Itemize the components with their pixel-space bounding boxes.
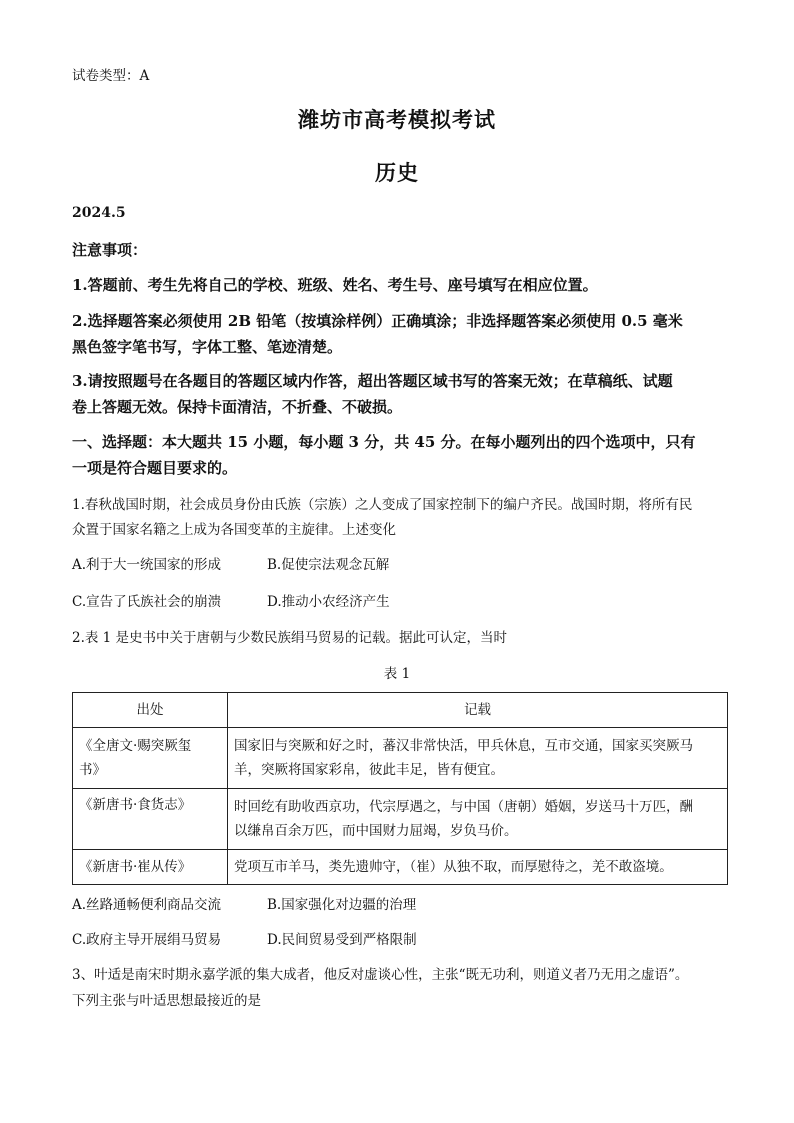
section-1-line-2: 一项是符合题目要求的。 [72, 459, 238, 477]
table-caption: 表 1 [383, 666, 411, 682]
question-3-stem-line-1: 3、叶适是南宋时期永嘉学派的集大成者，他反对虚谈心性，主张“既无功利，则道义者乃无用之虚语”。 [72, 967, 689, 983]
subject-title: 历史 [375, 160, 419, 185]
table-header-source: 出处 [73, 693, 228, 728]
table-row [73, 728, 728, 789]
exam-title: 潍坊市高考模拟考试 [298, 107, 496, 132]
table-cell-source-line: 书》 [79, 762, 106, 778]
question-1-option-c: C.宣告了氏族社会的崩溃 [72, 594, 222, 610]
question-1-stem-line-1: 1.春秋战国时期，社会成员身份由氏族（宗族）之人变成了国家控制下的编户齐民。战国时期，将所有民 [72, 497, 693, 513]
question-1-option-b: B.促使宗法观念瓦解 [267, 557, 390, 573]
table-cell-record-line: 时回纥有助收西京功，代宗厚遇之，与中国（唐朝）婚姻，岁送马十万匹，酬 [234, 799, 693, 815]
trade-records-table [72, 692, 728, 885]
notice-item-1: 1.答题前、考生先将自己的学校、班级、姓名、考生号、座号填写在相应位置。 [72, 276, 598, 294]
table-row [73, 850, 728, 885]
question-2-stem: 2.表 1 是史书中关于唐朝与少数民族绢马贸易的记载。据此可认定，当时 [72, 630, 508, 646]
question-1-option-a: A.利于大一统国家的形成 [72, 557, 222, 573]
table-cell-record-line: 以缣帛百余万匹，而中国财力屈竭，岁负马价。 [234, 823, 518, 839]
table-cell-record-line: 国家旧与突厥和好之时，蕃汉非常快活，甲兵休息，互市交通，国家买突厥马 [234, 738, 693, 754]
question-2-option-d: D.民间贸易受到严格限制 [267, 932, 417, 948]
table-cell-source [73, 728, 228, 789]
notice-item-2-line-1: 2.选择题答案必须使用 2B 铅笔（按填涂样例）正确填涂；非选择题答案必须使用 0.5 毫米 [72, 312, 683, 330]
table-header-row [73, 693, 728, 728]
table-cell-source-line: 《全唐文·赐突厥玺 [79, 738, 192, 754]
table-header-record: 记载 [228, 693, 728, 728]
question-2-option-c: C.政府主导开展绢马贸易 [72, 932, 222, 948]
table-cell-source-line: 《新唐书·食货志》 [79, 797, 192, 813]
table-cell-record [228, 850, 728, 885]
table-cell-source-line: 《新唐书·崔从传》 [79, 859, 192, 875]
table-cell-source [73, 789, 228, 850]
notice-item-3-line-1: 3.请按照题号在各题目的答题区域内作答，超出答题区域书写的答案无效；在草稿纸、试题 [72, 372, 673, 390]
table-cell-record [228, 728, 728, 789]
notice-item-2-line-2: 黑色签字笔书写，字体工整、笔迹清楚。 [72, 338, 343, 356]
question-3-stem-line-2: 下列主张与叶适思想最接近的是 [72, 993, 261, 1009]
notice-item-3-line-2: 卷上答题无效。保持卡面清洁，不折叠、不破损。 [72, 398, 403, 416]
table-cell-record [228, 789, 728, 850]
section-1-line-1: 一、选择题：本大题共 15 小题，每小题 3 分，共 45 分。在每小题列出的四个选项中，只有 [72, 433, 696, 451]
question-2-option-a: A.丝路通畅便利商品交流 [72, 897, 222, 913]
paper-type: 试卷类型：A [72, 68, 150, 84]
question-2-option-b: B.国家强化对边疆的治理 [267, 897, 417, 913]
table-cell-record-line: 党项互市羊马，类先遗帅守，（崔）从独不取，而厚慰待之，羌不敢盗境。 [234, 859, 673, 875]
question-1-stem-line-2: 众置于国家名籍之上成为各国变革的主旋律。上述变化 [72, 522, 396, 538]
question-1-option-d: D.推动小农经济产生 [267, 594, 390, 610]
table-cell-source [73, 850, 228, 885]
notice-heading: 注意事项： [72, 241, 148, 259]
table-cell-record-line: 羊，突厥将国家彩帛，彼此丰足，皆有便宜。 [234, 762, 504, 778]
exam-date: 2024.5 [72, 205, 126, 221]
table-row [73, 789, 728, 850]
